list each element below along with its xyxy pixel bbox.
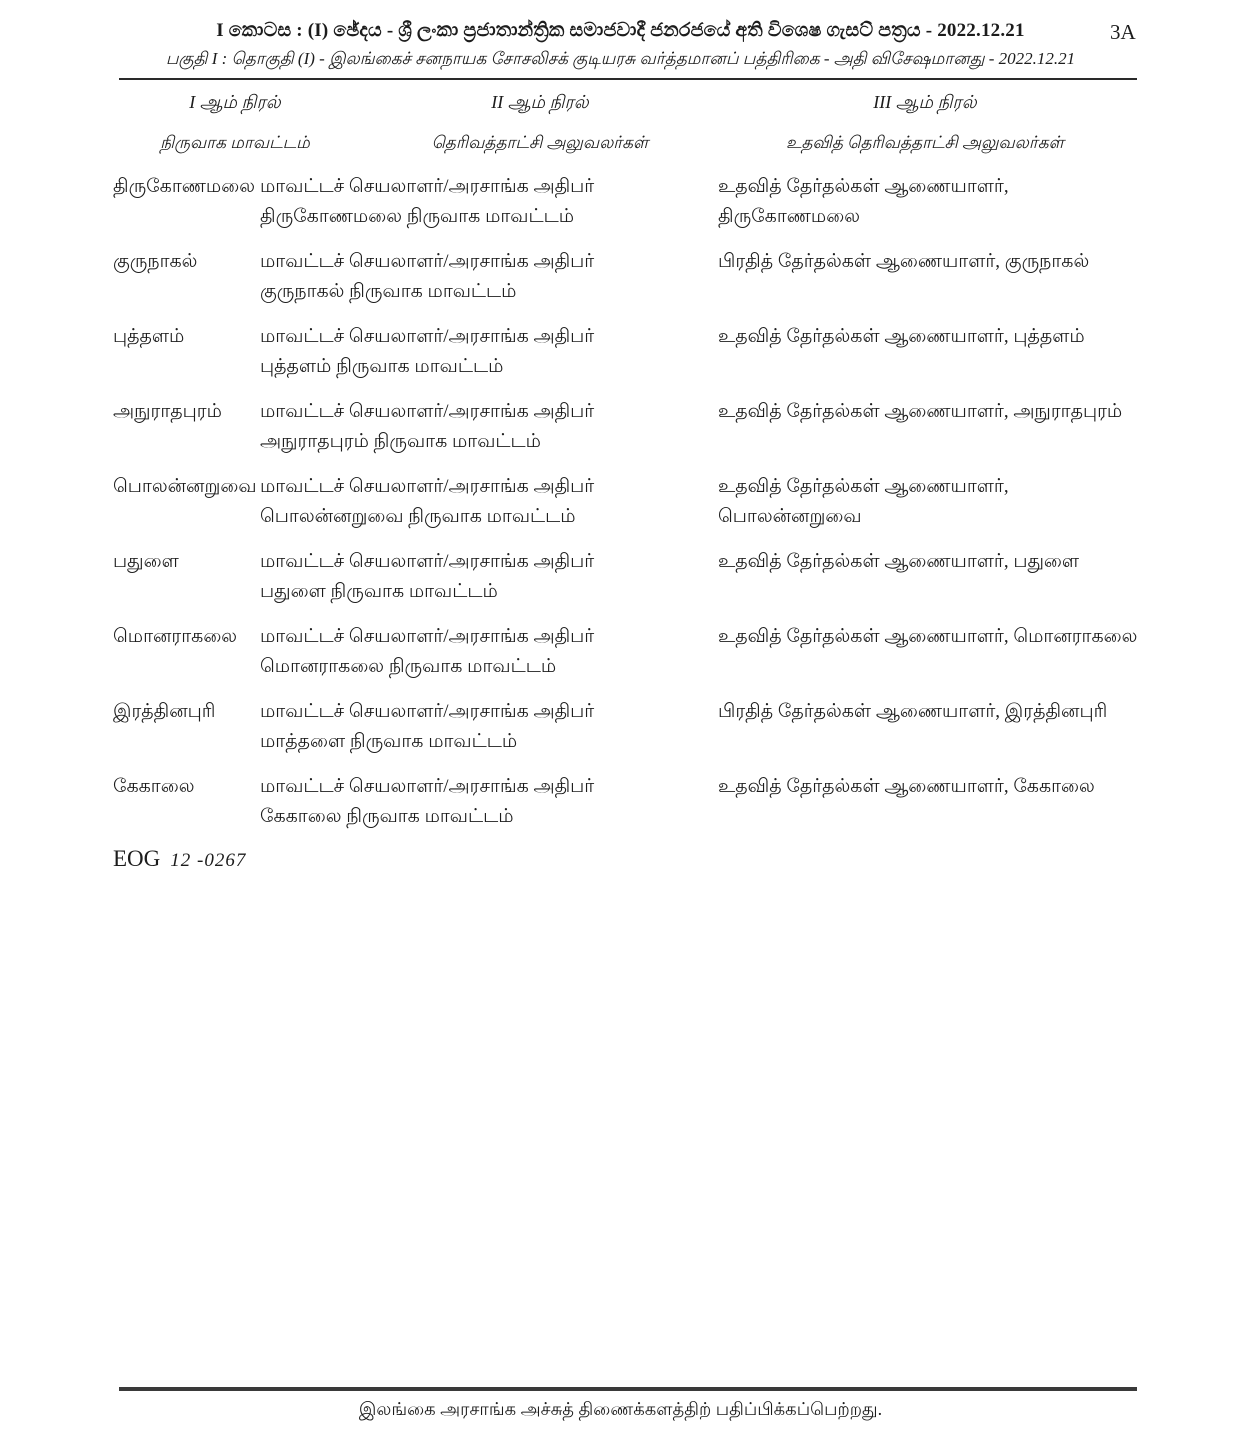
returning-officer-line1: மாவட்டச் செயலாளர்/அரசாங்க அதிபர் bbox=[260, 326, 595, 347]
assistant-officer-cell: உதவித் தேர்தல்கள் ஆணையாளர், மொனராகலை bbox=[718, 626, 1138, 647]
returning-officer-line1: மாவட்டச் செயலாளர்/அரசாங்க அதிபர் bbox=[260, 776, 595, 797]
column-3-number-heading: III ஆம் நிரல் bbox=[873, 92, 977, 112]
returning-officer-line1: மாவட்டச் செயலாளர்/அரசாங்க அதிபர் bbox=[260, 626, 595, 647]
returning-officer-line2: மாத்தளை நிருவாக மாவட்டம் bbox=[260, 731, 518, 752]
returning-officer-cell bbox=[260, 622, 718, 682]
table-row bbox=[113, 397, 1148, 457]
district-name: குருநாகல் bbox=[113, 251, 198, 272]
returning-officer-line1: மாவட்டச் செயலாளர்/அரசாங்க அதிபர் bbox=[260, 401, 595, 422]
district-name: பொலன்னறுவை bbox=[113, 476, 257, 497]
table-row bbox=[113, 622, 1148, 682]
assistant-officer-cell: உதவித் தேர்தல்கள் ஆணையாளர், பொலன்னறுவை bbox=[718, 476, 1009, 527]
table-row bbox=[113, 172, 1148, 232]
returning-officer-line2: பதுளை நிருவாக மாவட்டம் bbox=[260, 581, 498, 602]
returning-officer-cell bbox=[260, 397, 718, 457]
district-officers-table bbox=[113, 172, 1148, 847]
returning-officer-cell bbox=[260, 322, 718, 382]
assistant-officer-cell: உதவித் தேர்தல்கள் ஆணையாளர், அநுராதபுரம் bbox=[718, 401, 1123, 422]
assistant-officer-cell: பிரதித் தேர்தல்கள் ஆணையாளர், குருநாகல் bbox=[718, 251, 1090, 272]
page-number: 3A bbox=[1110, 20, 1136, 44]
returning-officer-line2: புத்தளம் நிருவாக மாவட்டம் bbox=[260, 356, 504, 377]
table-row bbox=[113, 247, 1148, 307]
table-row bbox=[113, 547, 1148, 607]
assistant-officer-cell: உதவித் தேர்தல்கள் ஆணையாளர், திருகோணமலை bbox=[718, 176, 1009, 227]
returning-officer-line2: பொலன்னறுவை நிருவாக மாவட்டம் bbox=[260, 506, 576, 527]
district-name: மொனராகலை bbox=[113, 626, 238, 647]
table-row bbox=[113, 772, 1148, 832]
district-name: பதுளை bbox=[113, 551, 179, 572]
returning-officer-line2: குருநாகல் நிருவாக மாவட்டம் bbox=[260, 281, 517, 302]
column-3-title-heading: உதவித் தெரிவத்தாட்சி அலுவலர்கள் bbox=[786, 133, 1064, 152]
assistant-officer-cell: உதவித் தேர்தல்கள் ஆணையாளர், பதுளை bbox=[718, 551, 1080, 572]
masthead-sinhala-title: I කොටස : (I) ඡේදය - ශ්‍රී ලංකා ප්‍රජාතාන්ත්‍රික සමාජවාදී ජනරජයේ අති විශෙෂ ගැසට් පත්‍රය - 2022.12.21 bbox=[216, 20, 1025, 41]
returning-officer-cell bbox=[260, 172, 718, 232]
printer-imprint: இலங்கை அரசாங்க அச்சுத் திணைக்களத்திற் பதிப்பிக்கப்பெற்றது. bbox=[358, 1399, 883, 1419]
returning-officer-line1: மாவட்டச் செயலாளர்/அரசாங்க அதிபர் bbox=[260, 701, 595, 722]
column-1-number-heading: I ஆம் நிரல் bbox=[189, 92, 281, 112]
assistant-officer-cell: உதவித் தேர்தல்கள் ஆணையாளர், கேகாலை bbox=[718, 776, 1095, 797]
assistant-officer-cell: உதவித் தேர்தல்கள் ஆணையாளர், புத்தளம் bbox=[718, 326, 1085, 347]
eog-number: 12 -0267 bbox=[170, 850, 247, 871]
column-1-title-heading: நிருவாக மாவட்டம் bbox=[160, 133, 310, 152]
district-name: திருகோணமலை bbox=[113, 176, 255, 197]
returning-officer-line2: மொனராகலை நிருவாக மாவட்டம் bbox=[260, 656, 557, 677]
district-name: இரத்தினபுரி bbox=[113, 701, 216, 722]
returning-officer-line2: கேகாலை நிருவாக மாவட்டம் bbox=[260, 806, 514, 827]
header-divider-rule bbox=[119, 78, 1137, 80]
returning-officer-line1: மாவட்டச் செயலாளர்/அரசாங்க அதிபர் bbox=[260, 251, 595, 272]
returning-officer-line1: மாவட்டச் செயலாளர்/அரசாங்க அதிபர் bbox=[260, 551, 595, 572]
returning-officer-cell bbox=[260, 547, 718, 607]
returning-officer-cell bbox=[260, 697, 718, 757]
table-row bbox=[113, 697, 1148, 757]
district-name: புத்தளம் bbox=[113, 326, 185, 347]
eog-label: EOG bbox=[113, 846, 161, 871]
returning-officer-line1: மாவட்டச் செயலாளர்/அரசாங்க அதிபர் bbox=[260, 176, 595, 197]
returning-officer-line2: அநுராதபுரம் நிருவாக மாவட்டம் bbox=[260, 431, 541, 452]
returning-officer-line1: மாவட்டச் செயலாளர்/அரசாங்க அதிபர் bbox=[260, 476, 595, 497]
column-2-number-heading: II ஆம் நிரல் bbox=[491, 92, 589, 112]
district-name: கேகாலை bbox=[113, 776, 195, 797]
assistant-officer-cell: பிரதித் தேர்தல்கள் ஆணையாளர், இரத்தினபுரி bbox=[718, 701, 1108, 722]
footer-double-rule bbox=[119, 1387, 1137, 1391]
returning-officer-cell bbox=[260, 247, 718, 307]
column-2-title-heading: தெரிவத்தாட்சி அலுவலர்கள் bbox=[431, 133, 649, 152]
returning-officer-line2: திருகோணமலை நிருவாக மாவட்டம் bbox=[260, 206, 575, 227]
table-row bbox=[113, 322, 1148, 382]
masthead-tamil-title: பகுதி I : தொகுதி (I) - இலங்கைச் சனநாயக சோசலிசக் குடியரசு வர்த்தமானப் பத்திரிகை - அதி விசேஷமானது - 2022.12.21 bbox=[165, 49, 1076, 68]
eog-reference bbox=[113, 846, 246, 872]
returning-officer-cell bbox=[260, 772, 718, 832]
district-name: அநுராதபுரம் bbox=[113, 401, 222, 422]
table-row bbox=[113, 472, 1148, 532]
returning-officer-cell bbox=[260, 472, 718, 532]
